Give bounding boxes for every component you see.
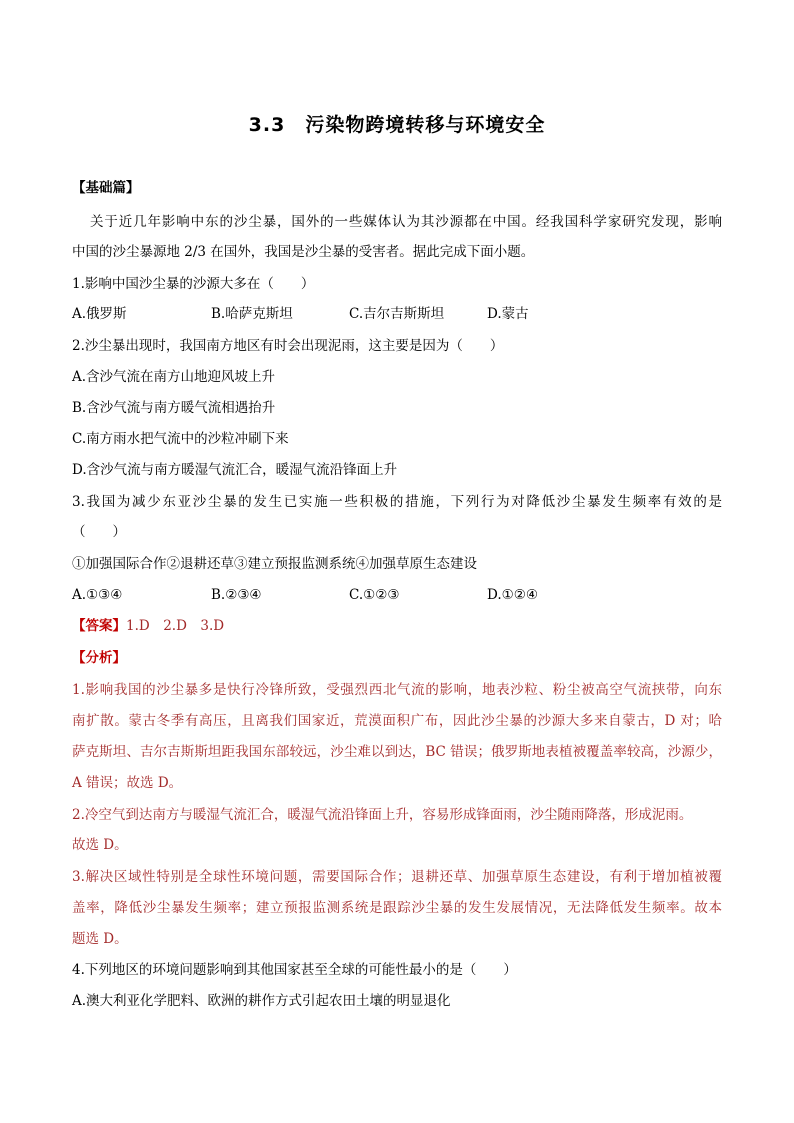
analysis-3-line-2: 盖率，降低沙尘暴发生频率；建立预报监测系统是跟踪沙尘暴的发生发展情况，无法降低发生频率。故本	[72, 900, 722, 916]
question-1-option-a: A.俄罗斯	[72, 306, 127, 322]
section-label: 【基础篇】	[72, 180, 140, 196]
question-3-option-b: B.②③④	[211, 587, 262, 603]
question-2-stem: 2.沙尘暴出现时，我国南方地区有时会出现泥雨，这主要是因为（ ）	[72, 338, 504, 354]
analysis-1-line-2: 南扩散。蒙古冬季有高压，且离我们国家近，荒漠面积广布，因此沙尘暴的沙源大多来自蒙古，D 对；哈	[72, 713, 722, 729]
page-title: 3.3 污染物跨境转移与环境安全	[248, 114, 546, 136]
analysis-3-line-1: 3.解决区域性特别是全球性环境问题，需要国际合作；退耕还草、加强草原生态建设，有利于增加植被覆	[72, 869, 722, 885]
intro-paragraph-line-2: 中国的沙尘暴源地 2/3 在国外，我国是沙尘暴的受害者。据此完成下面小题。	[72, 244, 535, 260]
analysis-3-line-3: 题选 D。	[72, 931, 128, 947]
analysis-1-line-3: 萨克斯坦、吉尔吉斯斯坦距我国东部较远，沙尘难以到达，BC 错误；俄罗斯地表植被覆盖率较高，沙源少，	[72, 744, 722, 760]
answer-label: 【答案】	[72, 618, 126, 634]
analysis-1-line-1: 1.影响我国的沙尘暴多是快行冷锋所致，受强烈西北气流的影响，地表沙粒、粉尘被高空气流挟带，向东	[72, 682, 722, 698]
question-3-stem-line-2: （ ）	[72, 524, 126, 540]
question-3-option-c: C.①②③	[349, 587, 400, 603]
question-3-option-a: A.①③④	[72, 587, 123, 603]
question-1-option-d: D.蒙古	[487, 306, 529, 322]
question-4-stem: 4.下列地区的环境问题影响到其他国家甚至全球的可能性最小的是（ ）	[72, 962, 517, 978]
question-2-option-d: D.含沙气流与南方暖湿气流汇合，暖湿气流沿锋面上升	[72, 462, 398, 478]
question-2-option-c: C.南方雨水把气流中的沙粒冲刷下来	[72, 431, 289, 447]
analysis-1-line-4: A 错误；故选 D。	[72, 775, 183, 791]
question-3-stem-line-1: 3.我国为减少东亚沙尘暴的发生已实施一些积极的措施，下列行为对降低沙尘暴发生频率有效的是	[72, 494, 722, 510]
question-1-option-b: B.哈萨克斯坦	[211, 306, 293, 322]
analysis-2-line-1: 2.冷空气到达南方与暖湿气流汇合，暖湿气流沿锋面上升，容易形成锋面雨，沙尘随雨降落，形成泥雨。	[72, 807, 693, 823]
intro-paragraph-line-1: 关于近几年影响中东的沙尘暴，国外的一些媒体认为其沙源都在中国。经我国科学家研究发现，影响	[90, 214, 722, 230]
question-2-option-b: B.含沙气流与南方暖气流相遇抬升	[72, 400, 276, 416]
question-3-option-d: D.①②④	[487, 587, 538, 603]
question-1-stem: 1.影响中国沙尘暴的沙源大多在（ ）	[72, 276, 315, 292]
question-1-option-c: C.吉尔吉斯斯坦	[349, 306, 445, 322]
analysis-label: 【分析】	[72, 650, 126, 666]
answer-line	[72, 616, 224, 636]
question-4-option-a: A.澳大利亚化学肥料、欧洲的耕作方式引起农田土壤的明显退化	[72, 993, 451, 1009]
question-2-option-a: A.含沙气流在南方山地迎风坡上升	[72, 369, 276, 385]
answer-value: 1.D 2.D 3.D	[126, 618, 225, 634]
question-3-measures: ①加强国际合作②退耕还草③建立预报监测系统④加强草原生态建设	[72, 556, 477, 572]
analysis-2-line-2: 故选 D。	[72, 837, 128, 853]
